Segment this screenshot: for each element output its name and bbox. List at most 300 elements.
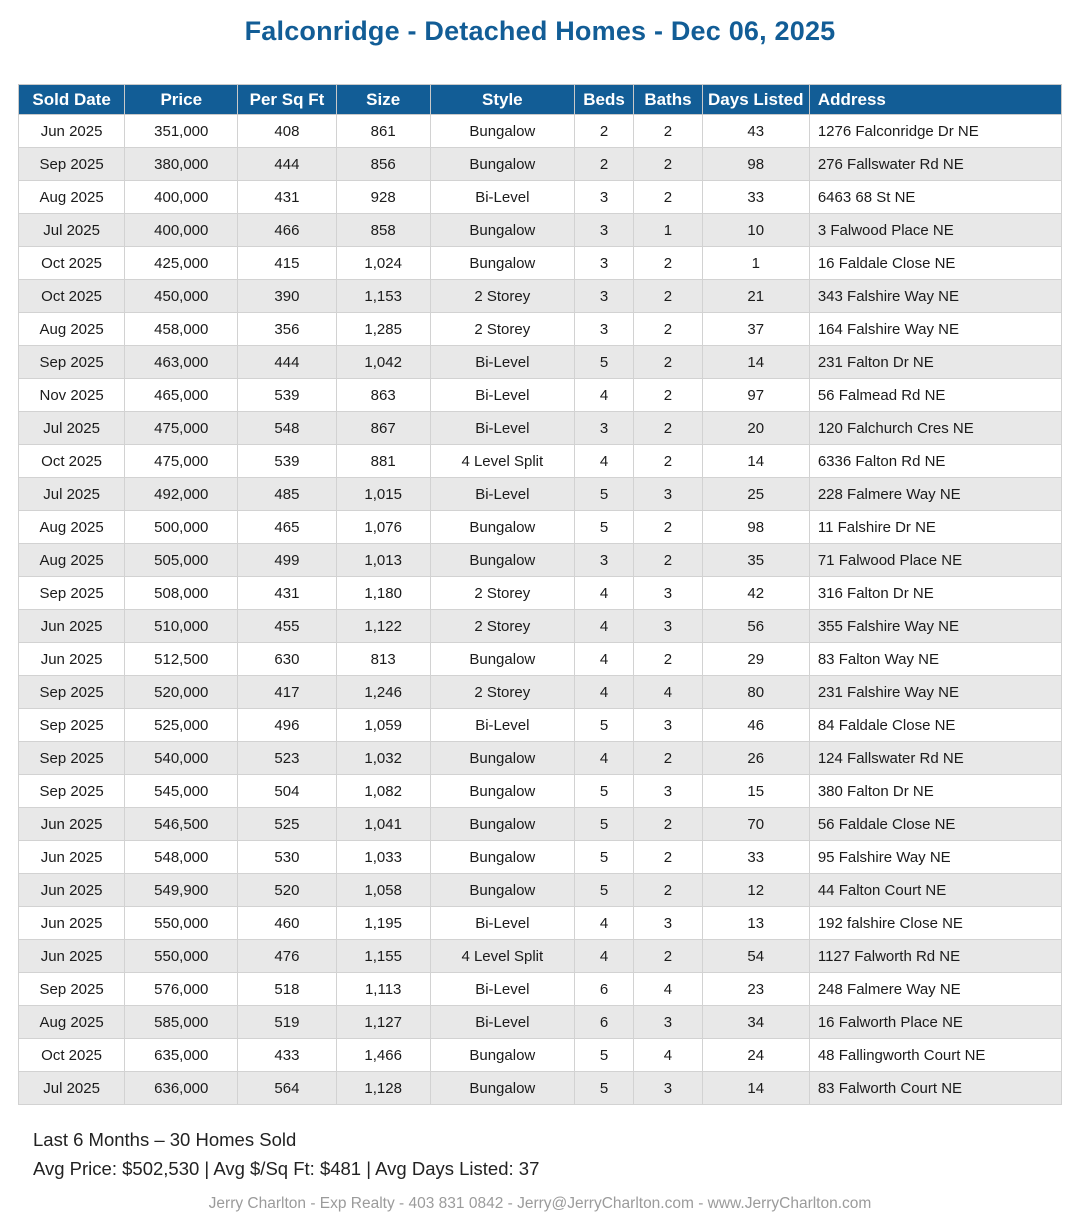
cell-sold-date: Jul 2025	[19, 214, 125, 247]
cell-baths: 3	[634, 478, 702, 511]
cell-days-listed: 70	[702, 808, 809, 841]
cell-style: Bungalow	[430, 544, 574, 577]
cell-price: 400,000	[125, 181, 238, 214]
table-row	[19, 1072, 1062, 1105]
cell-baths: 2	[634, 643, 702, 676]
cell-style: Bungalow	[430, 874, 574, 907]
cell-sold-date: Oct 2025	[19, 445, 125, 478]
cell-style: Bungalow	[430, 643, 574, 676]
cell-style: Bi-Level	[430, 973, 574, 1006]
cell-address: 16 Faldale Close NE	[809, 247, 1061, 280]
cell-baths: 2	[634, 148, 702, 181]
cell-address: 83 Falton Way NE	[809, 643, 1061, 676]
cell-per-sq-ft: 356	[238, 313, 336, 346]
cell-per-sq-ft: 433	[238, 1039, 336, 1072]
cell-size: 1,058	[336, 874, 430, 907]
cell-sold-date: Jun 2025	[19, 610, 125, 643]
column-header-per-sq-ft: Per Sq Ft	[238, 85, 336, 115]
cell-per-sq-ft: 504	[238, 775, 336, 808]
cell-sold-date: Sep 2025	[19, 346, 125, 379]
cell-size: 1,180	[336, 577, 430, 610]
cell-beds: 4	[574, 445, 633, 478]
cell-address: 120 Falchurch Cres NE	[809, 412, 1061, 445]
cell-size: 1,032	[336, 742, 430, 775]
cell-price: 425,000	[125, 247, 238, 280]
cell-address: 231 Falton Dr NE	[809, 346, 1061, 379]
cell-beds: 2	[574, 115, 633, 148]
cell-per-sq-ft: 444	[238, 148, 336, 181]
cell-sold-date: Sep 2025	[19, 148, 125, 181]
cell-price: 545,000	[125, 775, 238, 808]
table-row	[19, 940, 1062, 973]
cell-sold-date: Jun 2025	[19, 841, 125, 874]
cell-baths: 2	[634, 313, 702, 346]
cell-sold-date: Sep 2025	[19, 577, 125, 610]
header-row	[19, 85, 1062, 115]
cell-per-sq-ft: 408	[238, 115, 336, 148]
cell-days-listed: 10	[702, 214, 809, 247]
column-header-address: Address	[809, 85, 1061, 115]
cell-days-listed: 37	[702, 313, 809, 346]
cell-sold-date: Jun 2025	[19, 940, 125, 973]
cell-beds: 4	[574, 379, 633, 412]
cell-sold-date: Jun 2025	[19, 808, 125, 841]
cell-price: 508,000	[125, 577, 238, 610]
cell-size: 1,127	[336, 1006, 430, 1039]
cell-days-listed: 42	[702, 577, 809, 610]
column-header-style: Style	[430, 85, 574, 115]
cell-address: 228 Falmere Way NE	[809, 478, 1061, 511]
cell-per-sq-ft: 630	[238, 643, 336, 676]
column-header-sold-date: Sold Date	[19, 85, 125, 115]
cell-baths: 2	[634, 181, 702, 214]
cell-beds: 5	[574, 841, 633, 874]
table-row	[19, 709, 1062, 742]
cell-sold-date: Nov 2025	[19, 379, 125, 412]
cell-per-sq-ft: 476	[238, 940, 336, 973]
cell-size: 1,082	[336, 775, 430, 808]
cell-style: Bi-Level	[430, 346, 574, 379]
cell-style: Bi-Level	[430, 1006, 574, 1039]
cell-style: Bi-Level	[430, 478, 574, 511]
table-row	[19, 313, 1062, 346]
column-header-price: Price	[125, 85, 238, 115]
cell-style: Bungalow	[430, 115, 574, 148]
cell-price: 351,000	[125, 115, 238, 148]
table-row	[19, 115, 1062, 148]
cell-beds: 5	[574, 874, 633, 907]
cell-sold-date: Oct 2025	[19, 247, 125, 280]
cell-size: 1,013	[336, 544, 430, 577]
cell-days-listed: 12	[702, 874, 809, 907]
cell-sold-date: Aug 2025	[19, 544, 125, 577]
cell-sold-date: Sep 2025	[19, 676, 125, 709]
cell-days-listed: 20	[702, 412, 809, 445]
cell-baths: 2	[634, 412, 702, 445]
cell-style: 2 Storey	[430, 676, 574, 709]
cell-price: 549,900	[125, 874, 238, 907]
cell-beds: 4	[574, 676, 633, 709]
cell-days-listed: 97	[702, 379, 809, 412]
cell-per-sq-ft: 530	[238, 841, 336, 874]
cell-address: 164 Falshire Way NE	[809, 313, 1061, 346]
footer-credit: Jerry Charlton - Exp Realty - 403 831 0842 - Jerry@JerryCharlton.com - www.JerryCharlton.com	[208, 1195, 872, 1212]
cell-baths: 2	[634, 115, 702, 148]
cell-per-sq-ft: 417	[238, 676, 336, 709]
cell-address: 343 Falshire Way NE	[809, 280, 1061, 313]
cell-baths: 3	[634, 1006, 702, 1039]
cell-size: 858	[336, 214, 430, 247]
cell-baths: 2	[634, 247, 702, 280]
table-header	[19, 85, 1062, 115]
cell-sold-date: Sep 2025	[19, 775, 125, 808]
summary-block	[33, 1125, 1062, 1183]
cell-sold-date: Aug 2025	[19, 313, 125, 346]
cell-baths: 3	[634, 907, 702, 940]
table-row	[19, 973, 1062, 1006]
cell-size: 1,246	[336, 676, 430, 709]
table-row	[19, 181, 1062, 214]
cell-baths: 3	[634, 577, 702, 610]
cell-address: 71 Falwood Place NE	[809, 544, 1061, 577]
cell-beds: 4	[574, 643, 633, 676]
cell-style: Bungalow	[430, 511, 574, 544]
cell-baths: 4	[634, 1039, 702, 1072]
cell-baths: 2	[634, 280, 702, 313]
cell-per-sq-ft: 520	[238, 874, 336, 907]
cell-price: 475,000	[125, 412, 238, 445]
cell-address: 248 Falmere Way NE	[809, 973, 1061, 1006]
cell-sold-date: Oct 2025	[19, 1039, 125, 1072]
cell-baths: 4	[634, 676, 702, 709]
table-row	[19, 412, 1062, 445]
cell-beds: 3	[574, 181, 633, 214]
cell-size: 1,033	[336, 841, 430, 874]
cell-style: Bungalow	[430, 148, 574, 181]
cell-price: 546,500	[125, 808, 238, 841]
cell-address: 95 Falshire Way NE	[809, 841, 1061, 874]
cell-address: 11 Falshire Dr NE	[809, 511, 1061, 544]
cell-beds: 4	[574, 940, 633, 973]
cell-style: Bi-Level	[430, 379, 574, 412]
cell-sold-date: Jun 2025	[19, 643, 125, 676]
cell-size: 861	[336, 115, 430, 148]
cell-days-listed: 34	[702, 1006, 809, 1039]
cell-address: 16 Falworth Place NE	[809, 1006, 1061, 1039]
cell-size: 1,015	[336, 478, 430, 511]
table-row	[19, 280, 1062, 313]
table-row	[19, 247, 1062, 280]
cell-days-listed: 13	[702, 907, 809, 940]
cell-beds: 3	[574, 412, 633, 445]
cell-size: 1,122	[336, 610, 430, 643]
table-row	[19, 346, 1062, 379]
cell-per-sq-ft: 390	[238, 280, 336, 313]
cell-address: 231 Falshire Way NE	[809, 676, 1061, 709]
cell-baths: 2	[634, 511, 702, 544]
cell-style: Bi-Level	[430, 709, 574, 742]
table-row	[19, 1006, 1062, 1039]
table-row	[19, 874, 1062, 907]
cell-sold-date: Sep 2025	[19, 973, 125, 1006]
cell-price: 548,000	[125, 841, 238, 874]
column-header-beds: Beds	[574, 85, 633, 115]
cell-baths: 2	[634, 841, 702, 874]
cell-size: 1,113	[336, 973, 430, 1006]
cell-price: 492,000	[125, 478, 238, 511]
cell-price: 463,000	[125, 346, 238, 379]
cell-address: 83 Falworth Court NE	[809, 1072, 1061, 1105]
cell-price: 635,000	[125, 1039, 238, 1072]
cell-days-listed: 35	[702, 544, 809, 577]
table-row	[19, 445, 1062, 478]
cell-address: 56 Falmead Rd NE	[809, 379, 1061, 412]
cell-size: 1,024	[336, 247, 430, 280]
cell-baths: 2	[634, 346, 702, 379]
cell-size: 1,195	[336, 907, 430, 940]
cell-price: 465,000	[125, 379, 238, 412]
cell-per-sq-ft: 466	[238, 214, 336, 247]
cell-sold-date: Aug 2025	[19, 511, 125, 544]
cell-style: Bungalow	[430, 775, 574, 808]
cell-days-listed: 24	[702, 1039, 809, 1072]
cell-days-listed: 98	[702, 511, 809, 544]
cell-beds: 5	[574, 478, 633, 511]
cell-size: 1,155	[336, 940, 430, 973]
cell-per-sq-ft: 465	[238, 511, 336, 544]
cell-address: 56 Faldale Close NE	[809, 808, 1061, 841]
cell-style: Bungalow	[430, 1039, 574, 1072]
cell-price: 525,000	[125, 709, 238, 742]
cell-price: 450,000	[125, 280, 238, 313]
cell-per-sq-ft: 431	[238, 577, 336, 610]
cell-per-sq-ft: 431	[238, 181, 336, 214]
cell-baths: 3	[634, 775, 702, 808]
cell-days-listed: 14	[702, 445, 809, 478]
cell-style: Bungalow	[430, 214, 574, 247]
cell-address: 124 Fallswater Rd NE	[809, 742, 1061, 775]
table-row	[19, 841, 1062, 874]
cell-per-sq-ft: 444	[238, 346, 336, 379]
cell-baths: 2	[634, 874, 702, 907]
cell-beds: 5	[574, 808, 633, 841]
table-row	[19, 544, 1062, 577]
table-row	[19, 610, 1062, 643]
cell-beds: 2	[574, 148, 633, 181]
table-row	[19, 577, 1062, 610]
cell-address: 3 Falwood Place NE	[809, 214, 1061, 247]
cell-per-sq-ft: 415	[238, 247, 336, 280]
cell-days-listed: 26	[702, 742, 809, 775]
cell-days-listed: 1	[702, 247, 809, 280]
cell-days-listed: 25	[702, 478, 809, 511]
cell-address: 44 Falton Court NE	[809, 874, 1061, 907]
table-row	[19, 643, 1062, 676]
cell-beds: 3	[574, 247, 633, 280]
cell-price: 550,000	[125, 907, 238, 940]
cell-style: Bi-Level	[430, 181, 574, 214]
cell-beds: 5	[574, 346, 633, 379]
cell-price: 585,000	[125, 1006, 238, 1039]
cell-address: 6463 68 St NE	[809, 181, 1061, 214]
cell-sold-date: Jun 2025	[19, 874, 125, 907]
cell-days-listed: 29	[702, 643, 809, 676]
cell-price: 576,000	[125, 973, 238, 1006]
cell-per-sq-ft: 460	[238, 907, 336, 940]
cell-size: 863	[336, 379, 430, 412]
column-header-size: Size	[336, 85, 430, 115]
cell-per-sq-ft: 519	[238, 1006, 336, 1039]
summary-homes-sold: Last 6 Months – 30 Homes Sold	[33, 1129, 297, 1150]
cell-size: 856	[336, 148, 430, 181]
cell-beds: 4	[574, 907, 633, 940]
summary-averages: Avg Price: $502,530 | Avg $/Sq Ft: $481 | Avg Days Listed: 37	[33, 1158, 540, 1179]
cell-baths: 2	[634, 742, 702, 775]
cell-baths: 2	[634, 379, 702, 412]
cell-per-sq-ft: 518	[238, 973, 336, 1006]
column-header-baths: Baths	[634, 85, 702, 115]
cell-baths: 2	[634, 808, 702, 841]
cell-baths: 2	[634, 940, 702, 973]
cell-sold-date: Oct 2025	[19, 280, 125, 313]
cell-days-listed: 43	[702, 115, 809, 148]
cell-per-sq-ft: 499	[238, 544, 336, 577]
cell-days-listed: 15	[702, 775, 809, 808]
cell-address: 1276 Falconridge Dr NE	[809, 115, 1061, 148]
cell-days-listed: 80	[702, 676, 809, 709]
table-row	[19, 775, 1062, 808]
cell-style: Bungalow	[430, 841, 574, 874]
cell-price: 400,000	[125, 214, 238, 247]
cell-days-listed: 98	[702, 148, 809, 181]
cell-size: 1,466	[336, 1039, 430, 1072]
cell-beds: 6	[574, 973, 633, 1006]
cell-baths: 3	[634, 1072, 702, 1105]
cell-style: 2 Storey	[430, 577, 574, 610]
cell-per-sq-ft: 525	[238, 808, 336, 841]
cell-style: Bungalow	[430, 1072, 574, 1105]
table-row	[19, 676, 1062, 709]
cell-sold-date: Jul 2025	[19, 1072, 125, 1105]
cell-size: 813	[336, 643, 430, 676]
cell-price: 520,000	[125, 676, 238, 709]
cell-address: 1127 Falworth Rd NE	[809, 940, 1061, 973]
cell-price: 636,000	[125, 1072, 238, 1105]
table-row	[19, 478, 1062, 511]
cell-days-listed: 46	[702, 709, 809, 742]
cell-address: 48 Fallingworth Court NE	[809, 1039, 1061, 1072]
cell-sold-date: Sep 2025	[19, 742, 125, 775]
cell-beds: 4	[574, 610, 633, 643]
table-row	[19, 214, 1062, 247]
sold-homes-table	[18, 84, 1062, 1105]
cell-sold-date: Aug 2025	[19, 1006, 125, 1039]
cell-sold-date: Jun 2025	[19, 115, 125, 148]
cell-address: 192 falshire Close NE	[809, 907, 1061, 940]
cell-baths: 1	[634, 214, 702, 247]
cell-days-listed: 33	[702, 181, 809, 214]
cell-beds: 5	[574, 1072, 633, 1105]
cell-price: 380,000	[125, 148, 238, 181]
cell-beds: 3	[574, 280, 633, 313]
cell-size: 1,153	[336, 280, 430, 313]
cell-beds: 5	[574, 1039, 633, 1072]
table-body	[19, 115, 1062, 1105]
table-row	[19, 379, 1062, 412]
cell-days-listed: 56	[702, 610, 809, 643]
cell-style: 4 Level Split	[430, 445, 574, 478]
cell-price: 475,000	[125, 445, 238, 478]
cell-size: 881	[336, 445, 430, 478]
cell-size: 1,042	[336, 346, 430, 379]
cell-style: 4 Level Split	[430, 940, 574, 973]
cell-style: Bi-Level	[430, 907, 574, 940]
cell-sold-date: Aug 2025	[19, 181, 125, 214]
cell-address: 316 Falton Dr NE	[809, 577, 1061, 610]
cell-size: 1,128	[336, 1072, 430, 1105]
cell-sold-date: Jul 2025	[19, 478, 125, 511]
cell-style: 2 Storey	[430, 313, 574, 346]
cell-price: 512,500	[125, 643, 238, 676]
cell-days-listed: 33	[702, 841, 809, 874]
cell-price: 550,000	[125, 940, 238, 973]
cell-sold-date: Jul 2025	[19, 412, 125, 445]
cell-baths: 4	[634, 973, 702, 1006]
cell-size: 1,076	[336, 511, 430, 544]
cell-style: Bungalow	[430, 742, 574, 775]
table-row	[19, 808, 1062, 841]
cell-sold-date: Sep 2025	[19, 709, 125, 742]
cell-per-sq-ft: 496	[238, 709, 336, 742]
cell-days-listed: 23	[702, 973, 809, 1006]
cell-baths: 2	[634, 445, 702, 478]
cell-price: 458,000	[125, 313, 238, 346]
cell-per-sq-ft: 564	[238, 1072, 336, 1105]
cell-baths: 3	[634, 610, 702, 643]
cell-days-listed: 21	[702, 280, 809, 313]
cell-per-sq-ft: 523	[238, 742, 336, 775]
cell-size: 1,041	[336, 808, 430, 841]
table-row	[19, 742, 1062, 775]
cell-days-listed: 14	[702, 346, 809, 379]
cell-style: 2 Storey	[430, 610, 574, 643]
cell-price: 510,000	[125, 610, 238, 643]
cell-days-listed: 54	[702, 940, 809, 973]
page-title: Falconridge - Detached Homes - Dec 06, 2025	[244, 16, 836, 46]
cell-beds: 4	[574, 742, 633, 775]
cell-address: 380 Falton Dr NE	[809, 775, 1061, 808]
cell-size: 867	[336, 412, 430, 445]
cell-price: 540,000	[125, 742, 238, 775]
cell-beds: 6	[574, 1006, 633, 1039]
cell-beds: 5	[574, 511, 633, 544]
cell-price: 505,000	[125, 544, 238, 577]
cell-size: 1,059	[336, 709, 430, 742]
cell-style: Bi-Level	[430, 412, 574, 445]
cell-sold-date: Jun 2025	[19, 907, 125, 940]
table-row	[19, 148, 1062, 181]
cell-style: Bungalow	[430, 247, 574, 280]
cell-baths: 3	[634, 709, 702, 742]
cell-per-sq-ft: 539	[238, 445, 336, 478]
cell-address: 276 Fallswater Rd NE	[809, 148, 1061, 181]
table-row	[19, 1039, 1062, 1072]
table-row	[19, 907, 1062, 940]
cell-size: 928	[336, 181, 430, 214]
cell-beds: 3	[574, 214, 633, 247]
cell-beds: 3	[574, 544, 633, 577]
cell-style: 2 Storey	[430, 280, 574, 313]
